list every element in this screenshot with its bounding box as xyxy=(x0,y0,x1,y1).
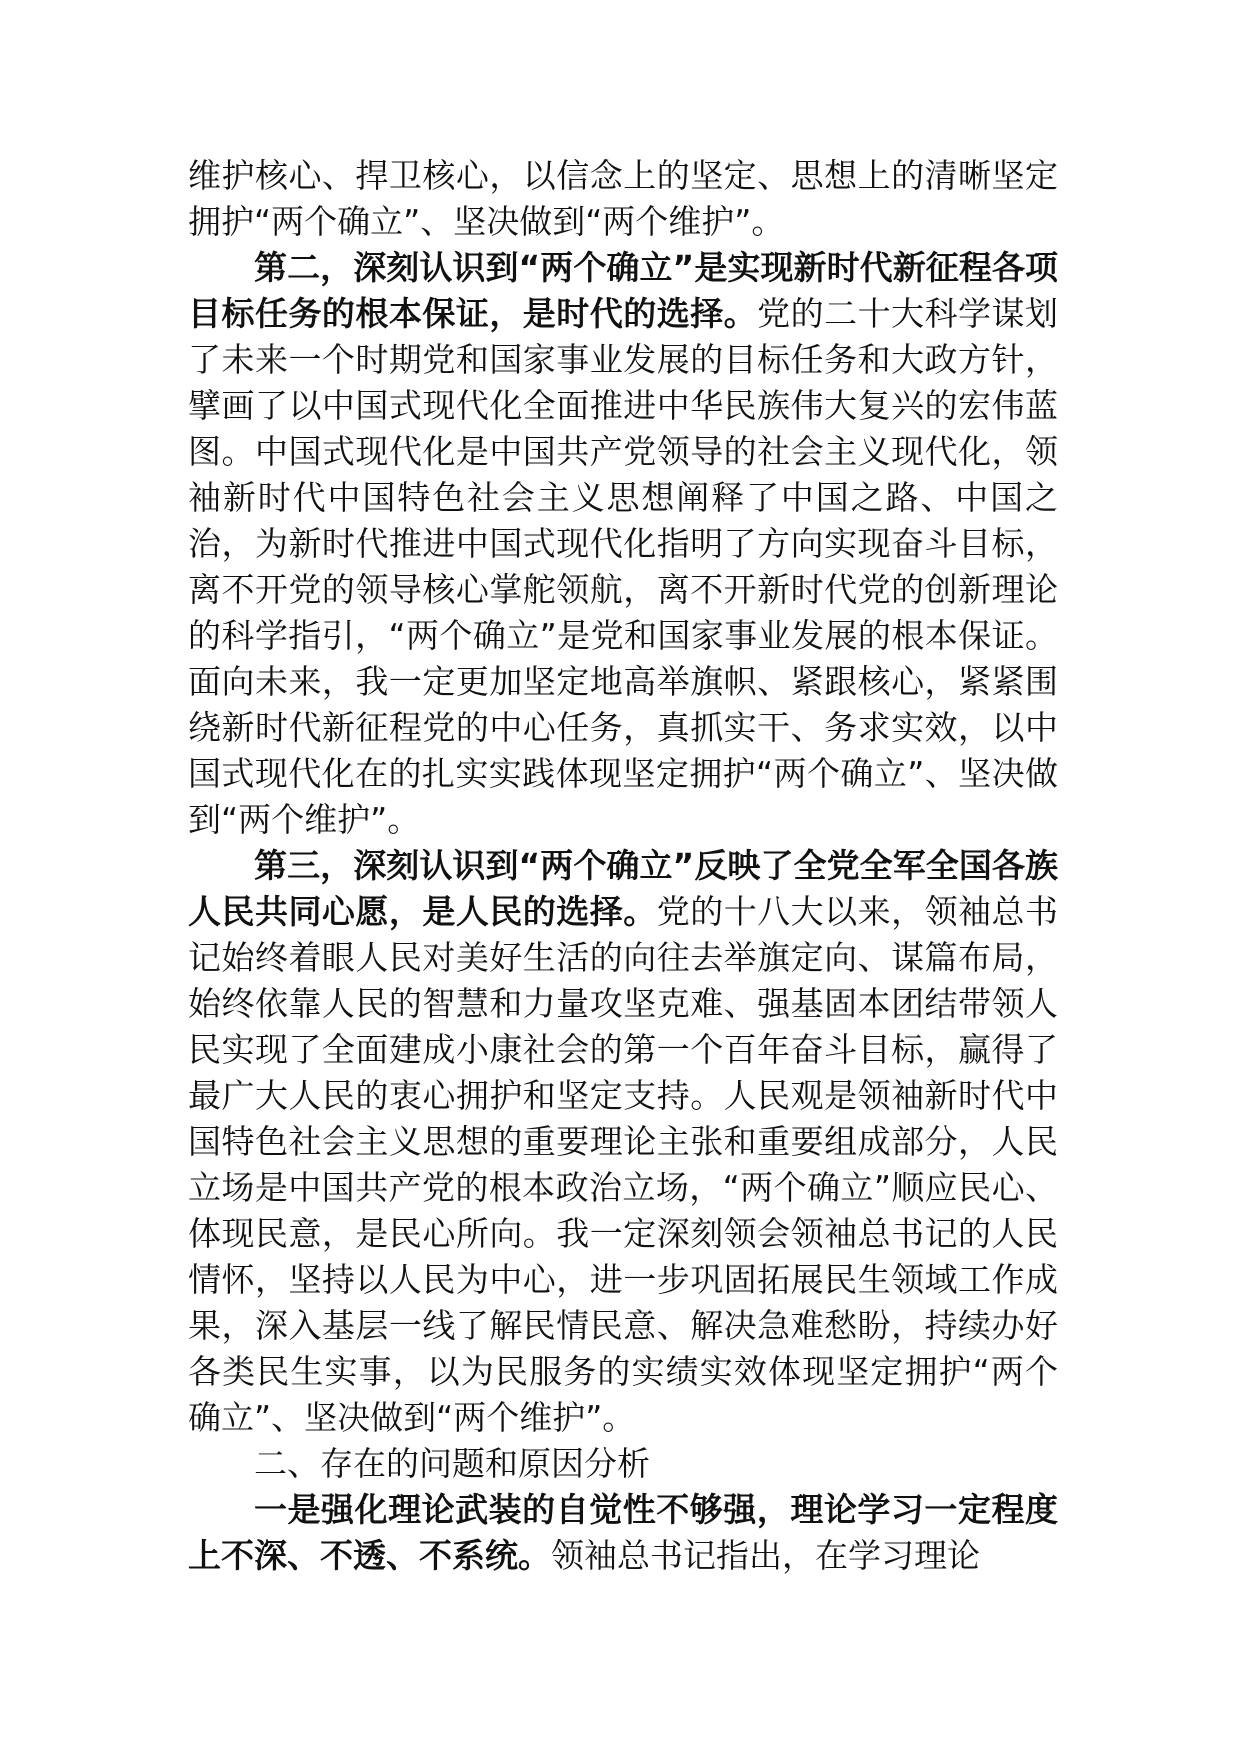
section-heading xyxy=(188,1441,1058,1487)
paragraph-body: 领袖总书记指出，在学习理论 xyxy=(551,1536,980,1575)
paragraph-body: 党的二十大科学谋划了未来一个时期党和国家事业发展的目标任务和大政方针，擘画了以中国式现代化全面推进中华民族伟大复兴的宏伟蓝图。中国式现代化是中国共产党领导的社会主义现代化，领袖新时代中国特色社会主义思想阐释了中国之路、中国之治，为新时代推进中国式现代化指明了方向实现奋斗目标，离不开党的领导核心掌舵领航，离不开新时代党的创新理论的科学指引，“两个确立”是党和国家事业发展的根本保证。面向未来，我一定更加坚定地高举旗帜、紧跟核心，紧紧围绕新时代新征程党的中心任务，真抓实干、务求实效，以中国式现代化在的扎实实践体现坚定拥护“两个确立”、坚决做到“两个维护”。 xyxy=(188,294,1059,839)
heading-text: 二、存在的问题和原因分析 xyxy=(254,1444,650,1483)
document-page xyxy=(188,153,1058,1579)
paragraph-lead: 一是强化理论武装的自觉性不够强，理论学习一定程度上不深、不透、不系统。 xyxy=(188,1490,1058,1575)
paragraph-third xyxy=(188,843,1058,1441)
paragraph-body: 维护核心、捍卫核心，以信念上的坚定、思想上的清晰坚定拥护“两个确立”、坚决做到“两个维护”。 xyxy=(188,156,1058,241)
paragraph-continuation xyxy=(188,153,1058,245)
paragraph-lead: 第三，深刻认识到“两个确立”反映了全党全军全国各族人民共同心愿，是人民的选择。 xyxy=(188,846,1058,931)
paragraph-lead: 第二，深刻认识到“两个确立”是实现新时代新征程各项目标任务的根本保证，是时代的选择。 xyxy=(188,248,1058,333)
paragraph-second xyxy=(188,245,1058,843)
paragraph-body: 党的十八大以来，领袖总书记始终着眼人民对美好生活的向往去举旗定向、谋篇布局，始终依靠人民的智慧和力量攻坚克难、强基固本团结带领人民实现了全面建成小康社会的第一个百年奋斗目标，赢得了最广大人民的衷心拥护和坚定支持。人民观是领袖新时代中国特色社会主义思想的重要理论主张和重要组成部分，人民立场是中国共产党的根本政治立场，“两个确立”顺应民心、体现民意，是民心所向。我一定深刻领会领袖总书记的人民情怀，坚持以人民为中心，进一步巩固拓展民生领域工作成果，深入基层一线了解民情民意、解决急难愁盼，持续办好各类民生实事，以为民服务的实绩实效体现坚定拥护“两个确立”、坚决做到“两个维护”。 xyxy=(188,892,1059,1437)
paragraph-problem-one xyxy=(188,1487,1058,1579)
